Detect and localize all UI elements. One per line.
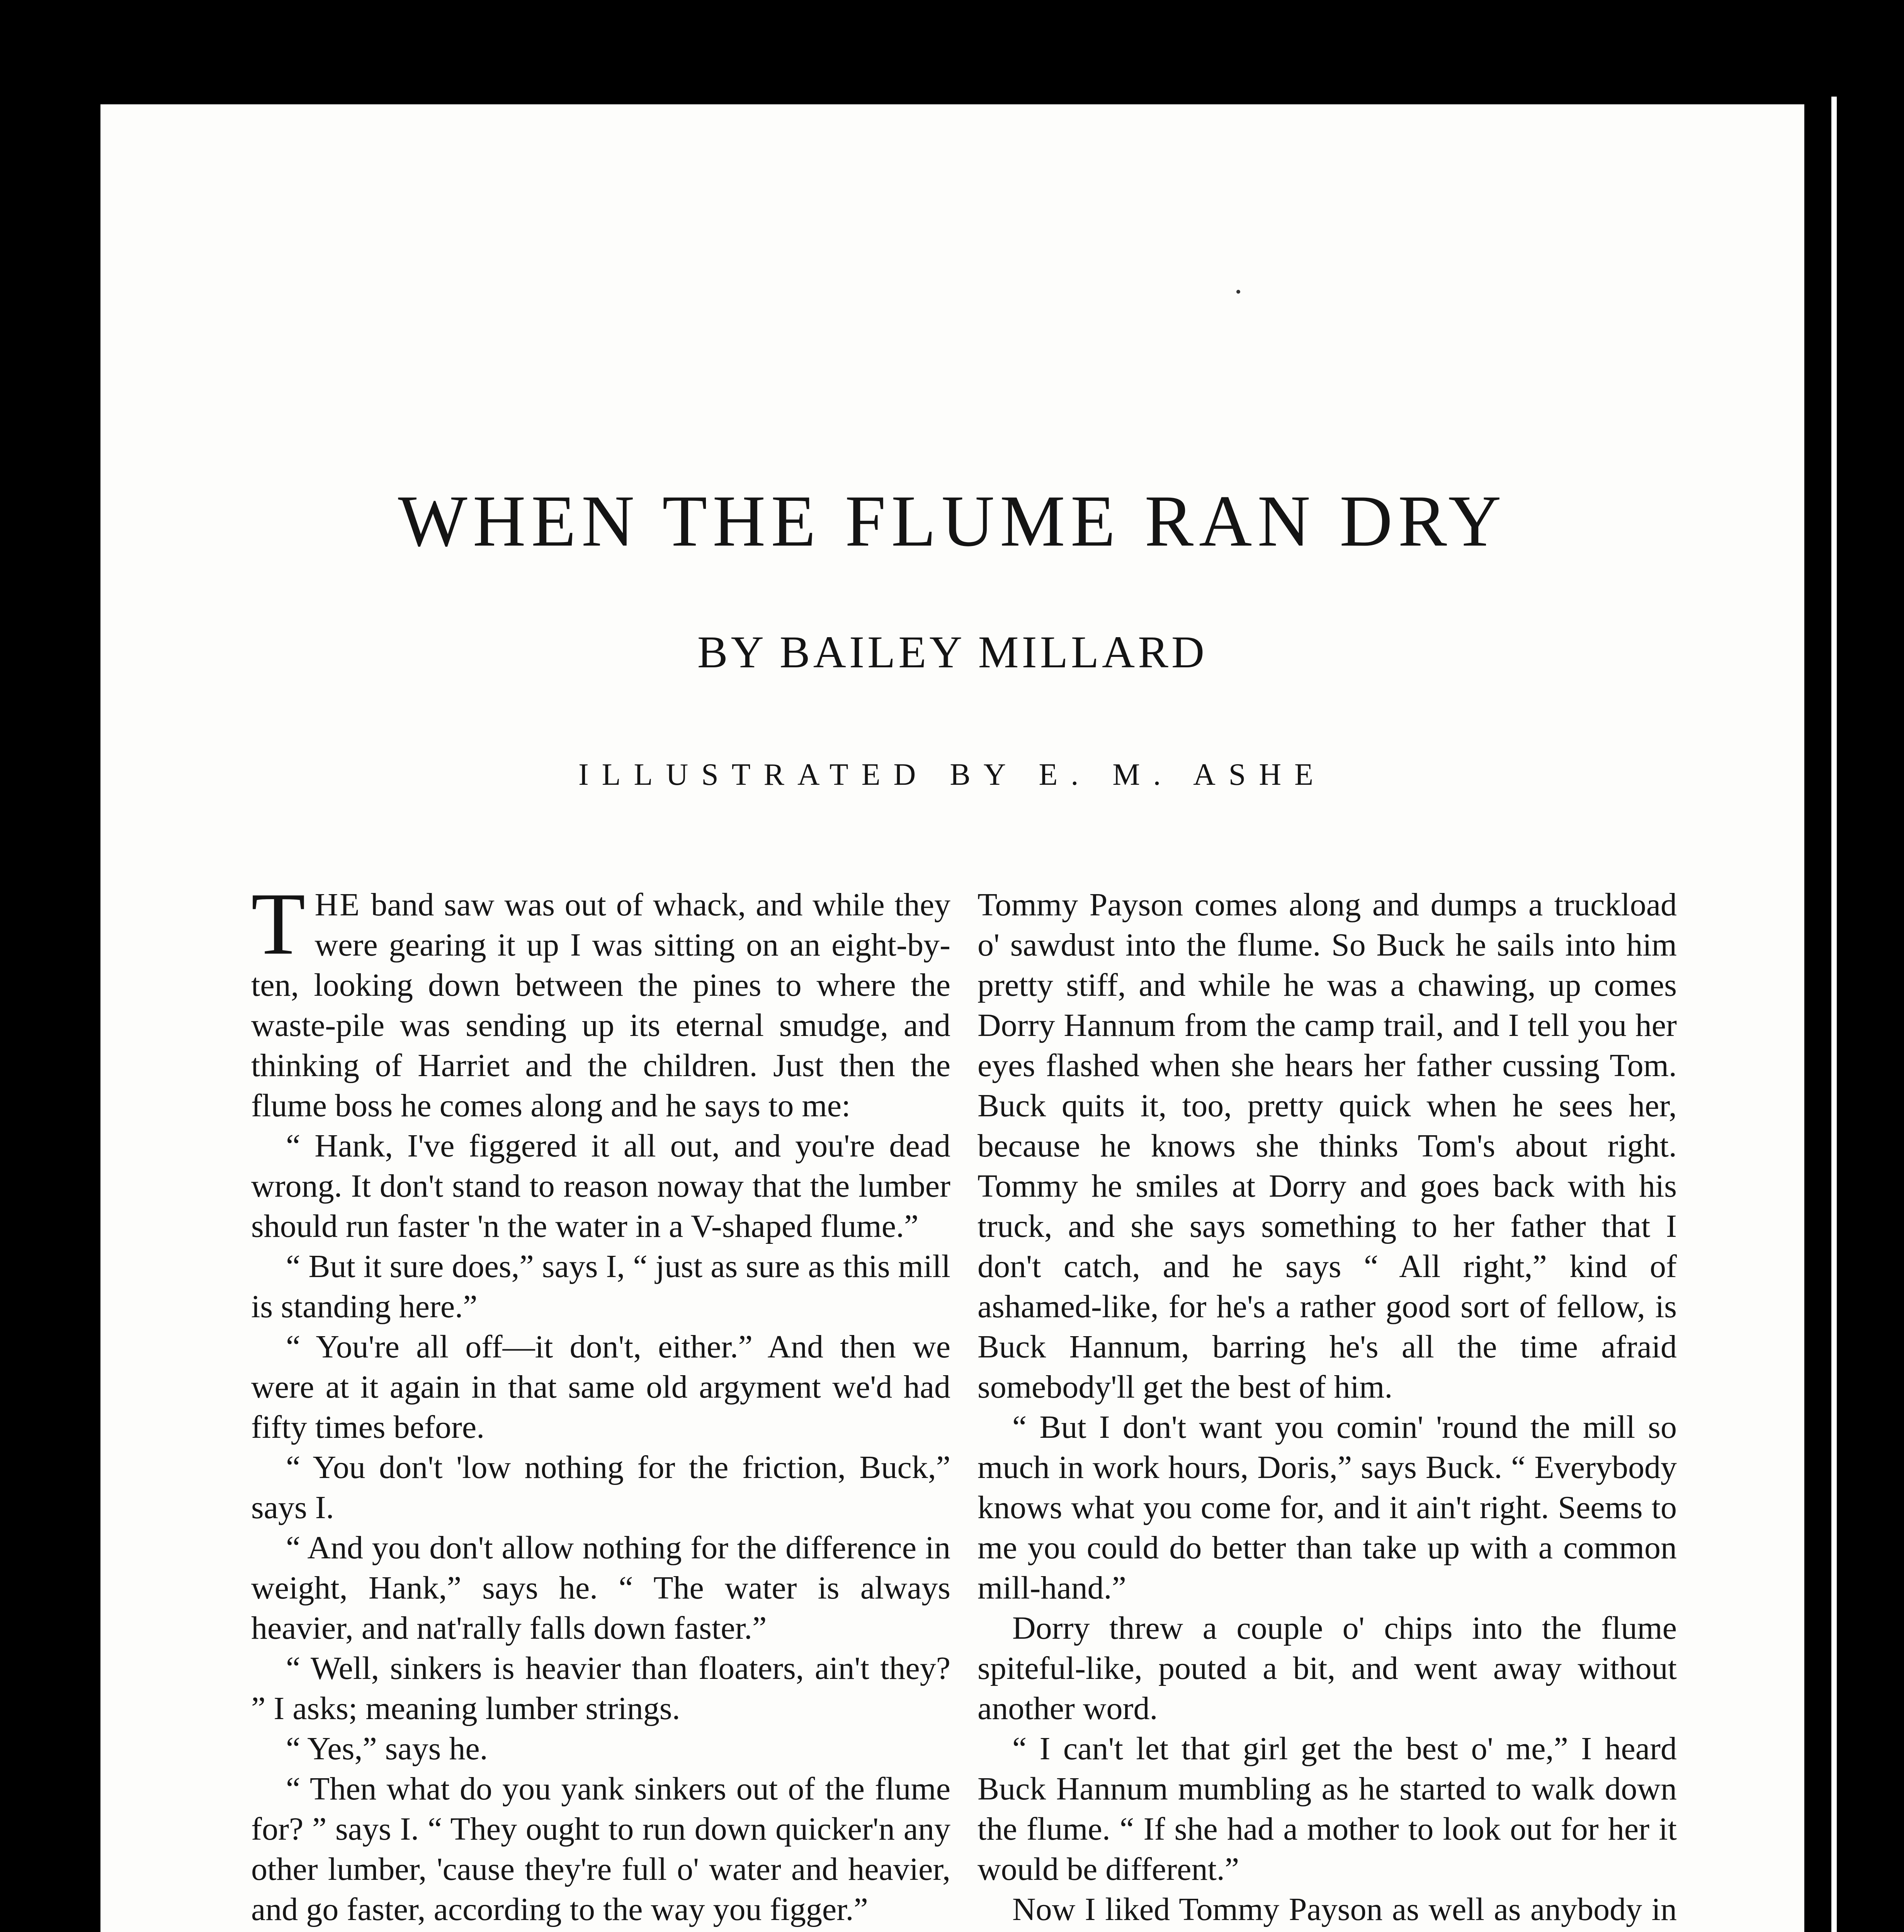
print-speck — [1236, 290, 1240, 294]
opening-small-caps: HE — [314, 887, 361, 923]
opening-text: band saw was out of whack, and while they were gearing it up I was sitting on an eight-by-ten, looking down between the pines to where the waste-pile was sending up its eternal smudge, and thinking of Harriet and the children. Just then the flume boss he comes along and he says to me: — [251, 887, 950, 1124]
paragraph: Tommy Payson comes along and dumps a truckload o' sawdust into the flume. So Buck he sails into him pretty stiff, and while he was a chawing, up comes Dorry Hannum from the camp trail, and I tell you her eyes flashed when she hears her father cussing Tom. Buck quits it, too, pretty quick when he sees her, because he knows she thinks Tom's about right. Tommy he smiles at Dorry and goes back with his truck, and she says something to her father that I don't catch, and he says “ All right,” kind of ashamed-like, for he's a rather good sort of fellow, is Buck Hannum, barring he's all the time afraid somebody'll get the best of him. — [978, 887, 1677, 1405]
opening-paragraph — [251, 874, 950, 1126]
illustrator-credit: ILLUSTRATED BY E. M. ASHE — [578, 758, 1326, 792]
facing-page-edge — [1804, 89, 1904, 1932]
paragraph: “ You don't 'low nothing for the friction, Buck,” says I. — [251, 1449, 950, 1526]
paragraph: “ Hank, I've figgered it all out, and you're dead wrong. It don't stand to reason noway that the lumber should run faster 'n the water in a V-shaped flume.” — [251, 1128, 950, 1244]
paragraph: “ Yes,” says he. — [286, 1731, 488, 1767]
author-byline: BY BAILEY MILLARD — [697, 627, 1208, 677]
paragraph: “ But I don't want you comin' 'round the mill so much in work hours, Doris,” says Buck. “ Everybody knows what you come for, and it ain't right. Seems to me you could do better than take up with a common mill-hand.” — [978, 1409, 1677, 1606]
left-text-column — [251, 874, 950, 1932]
page-edge-highlight — [1831, 97, 1837, 1932]
paragraph: “ But it sure does,” says I, “ just as sure as this mill is standing here.” — [251, 1248, 950, 1325]
paragraph: “ You're all off—it don't, either.” And then we were at it again in that same old argyment we'd had fifty times before. — [251, 1329, 950, 1445]
paragraph — [251, 1930, 950, 1932]
paragraph: “ I can't let that girl get the best o' me,” I heard Buck Hannum mumbling as he started to walk down the flume. “ If she had a mother to look out for her it would be different.” — [978, 1731, 1677, 1887]
paragraph: Now I liked Tommy Payson as well as anybody in — [1012, 1891, 1677, 1927]
drop-cap: T — [251, 874, 306, 973]
article-title: WHEN THE FLUME RAN DRY — [398, 481, 1507, 562]
paragraph: “ Then what do you yank sinkers out of the flume for? ” says I. “ They ought to run down quicker'n any other lumber, 'cause they're full o' water and heavier, and go faster, according to the way you figger.” — [251, 1771, 950, 1927]
paragraph: “ Well, sinkers is heavier than floaters, ain't they? ” I asks; meaning lumber strings. — [251, 1650, 950, 1726]
paragraph: “ And you don't allow nothing for the difference in weight, Hank,” says he. “ The water is always heavier, and nat'rally falls down faster.” — [251, 1530, 950, 1646]
right-text-column — [978, 885, 1677, 1932]
paragraph: Dorry threw a couple o' chips into the flume spiteful-like, pouted a bit, and went away without another word. — [978, 1610, 1677, 1726]
